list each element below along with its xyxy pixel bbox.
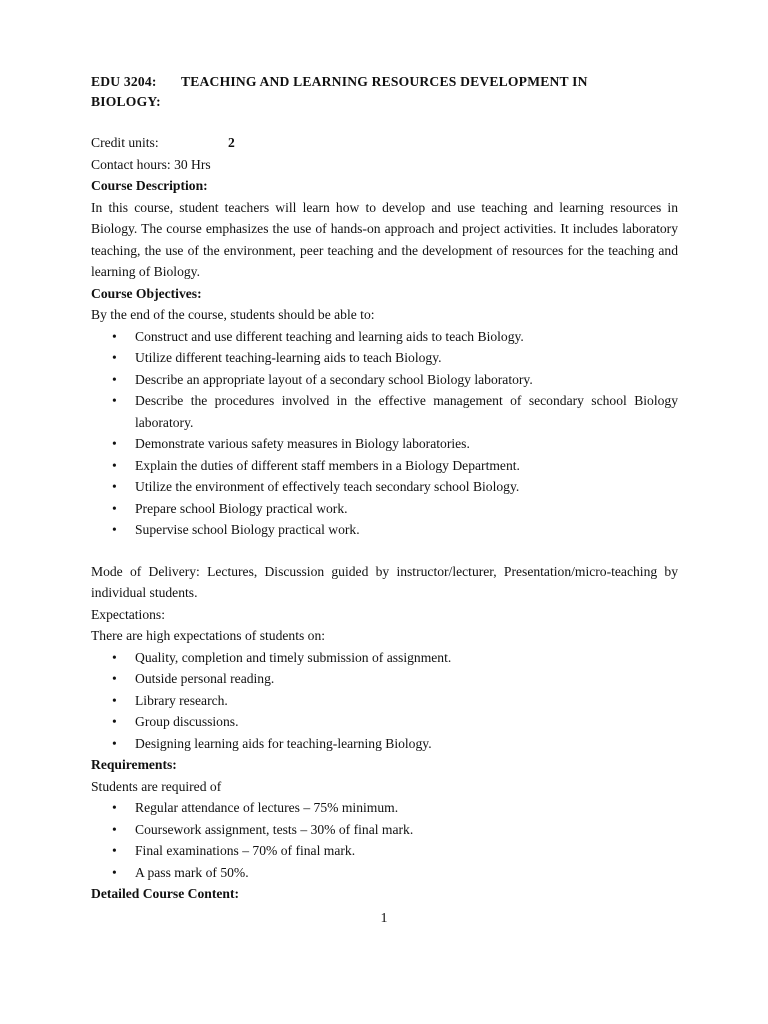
bullet-icon: •	[112, 800, 117, 815]
mode-of-delivery: Mode of Delivery: Lectures, Discussion guided by instructor/lecturer, Presentation/micro-teaching by individual students.	[91, 563, 678, 600]
course-title-line-1: TEACHING AND LEARNING RESOURCES DEVELOPMENT IN	[181, 74, 588, 89]
expectations-heading: Expectations:	[91, 606, 165, 622]
list-item: • Library research.	[91, 690, 678, 712]
page-number: 1	[380, 911, 388, 926]
list-item: • Describe an appropriate layout of a secondary school Biology laboratory.	[91, 369, 678, 391]
list-item: • Construct and use different teaching and learning aids to teach Biology.	[91, 326, 678, 348]
requirements-intro: Students are required of	[91, 778, 222, 794]
course-objectives-intro: By the end of the course, students should be able to:	[91, 307, 375, 322]
contact-hours: Contact hours: 30 Hrs	[91, 156, 211, 172]
list-item: • Utilize the environment of effectively teach secondary school Biology.	[91, 476, 678, 498]
credit-units-value: 2	[228, 135, 235, 150]
bullet-icon: •	[112, 479, 117, 494]
bullet-icon: •	[112, 436, 117, 451]
bullet-icon: •	[112, 649, 117, 665]
bullet-icon: •	[112, 393, 117, 408]
list-item: • Regular attendance of lectures – 75% minimum.	[91, 797, 678, 819]
course-description-text: In this course, student teachers will learn how to develop and use teaching and learning resources in Biology. The course emphasizes the use of hands-on approach and project activities. It includes laboratory teaching, the use of the environment, peer teaching and the development of resources for the teaching and learning of Biology.	[91, 199, 678, 279]
document-page	[91, 72, 678, 905]
bullet-icon: •	[112, 500, 117, 516]
list-item: • Explain the duties of different staff members in a Biology Department.	[91, 455, 678, 477]
course-description-heading: Course Description:	[91, 178, 208, 193]
bullet-icon: •	[112, 328, 117, 344]
bullet-icon: •	[112, 671, 117, 686]
list-item: • Coursework assignment, tests – 30% of final mark.	[91, 819, 678, 841]
course-code: EDU 3204:	[91, 74, 157, 89]
bullet-icon: •	[112, 735, 117, 751]
list-item: • Group discussions.	[91, 711, 678, 733]
bullet-icon: •	[112, 692, 117, 708]
list-item: • Describe the procedures involved in the effective management of secondary school Biology laboratory.	[91, 390, 678, 433]
bullet-icon: •	[112, 371, 117, 387]
bullet-icon: •	[112, 843, 117, 858]
detailed-course-content-heading: Detailed Course Content:	[91, 886, 239, 901]
course-objectives-list	[91, 326, 678, 541]
spacer	[91, 112, 678, 132]
credit-units	[91, 132, 678, 154]
requirements-list	[91, 797, 678, 883]
bullet-icon: •	[112, 714, 117, 729]
list-item: • Quality, completion and timely submission of assignment.	[91, 647, 678, 669]
bullet-icon: •	[112, 821, 117, 837]
list-item: • Designing learning aids for teaching-learning Biology.	[91, 733, 678, 755]
list-item: • Supervise school Biology practical work.	[91, 519, 678, 541]
list-item: • Outside personal reading.	[91, 668, 678, 690]
credit-units-label: Credit units:	[91, 135, 159, 150]
course-title	[91, 72, 678, 92]
list-item: • Demonstrate various safety measures in Biology laboratories.	[91, 433, 678, 455]
expectations-list	[91, 647, 678, 755]
course-objectives-heading: Course Objectives:	[91, 285, 202, 301]
list-item: • A pass mark of 50%.	[91, 862, 678, 884]
list-item: • Utilize different teaching-learning aids to teach Biology.	[91, 347, 678, 369]
list-item: • Prepare school Biology practical work.	[91, 498, 678, 520]
bullet-icon: •	[112, 457, 117, 473]
course-title-line-2: BIOLOGY:	[91, 94, 161, 109]
bullet-icon: •	[112, 864, 117, 880]
spacer	[91, 541, 678, 561]
bullet-icon: •	[112, 350, 117, 365]
requirements-heading: Requirements:	[91, 757, 177, 772]
bullet-icon: •	[112, 522, 117, 537]
list-item: • Final examinations – 70% of final mark.	[91, 840, 678, 862]
expectations-intro: There are high expectations of students on:	[91, 628, 326, 643]
